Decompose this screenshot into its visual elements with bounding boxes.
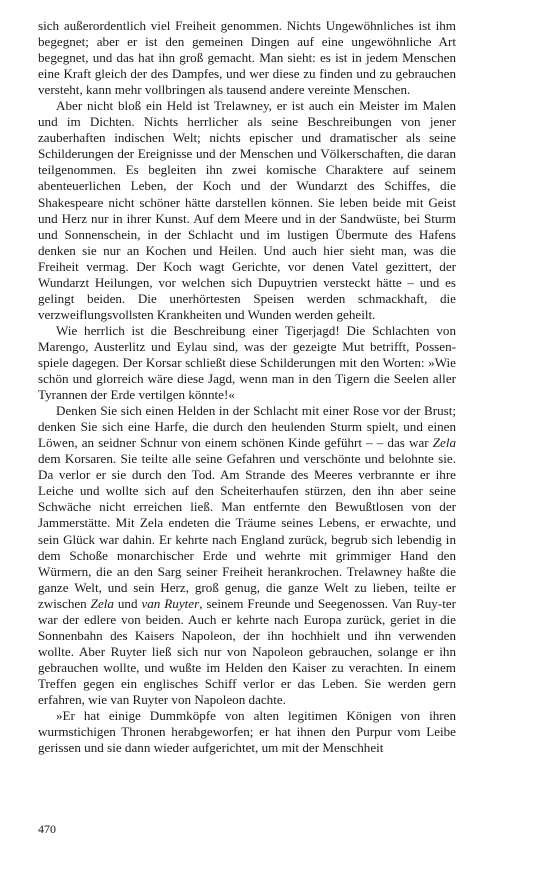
italic-name: Zela: [90, 595, 114, 611]
text-run: und: [113, 595, 142, 611]
text-run: Wie herrlich ist die Beschreibung einer Tigerjagd! Die Schlachten von Marengo, Austerlitz und Eylau sind, was der gezeigte Mut betrifft, Possenspiele dagegen. Der Korsar schließt diese Schilderungen mit den Worten: »Wie schön und glorreich wäre diese Jagd, wenn man in den Tigern die Seelen aller Tyrannen der Erde vertilgen könnte!«: [38, 322, 456, 403]
book-page-text: [38, 18, 456, 756]
paragraph: [38, 18, 456, 98]
text-run: Denken Sie sich einen Helden in der Schlacht mit einer Rose vor der Brust; denken Sie sich eine Harfe, die durch den heulenden Sturm spielt, und einen Löwen, an seidner Schnur von einem schönen Kinde geführt – – das war: [38, 403, 456, 451]
paragraph: [38, 708, 456, 756]
page-number: 470: [38, 822, 56, 836]
text-run: »Er hat einige Dummköpfe von alten legitimen Königen von ihren wurmstichigen Thronen herabgeworfen; er hat ihnen den Purpur vom Leibe gerissen und sie dann wieder aufgerichtet, um mit der Menschheit: [38, 708, 456, 756]
text-run: Aber nicht bloß ein Held ist Trelawney, er ist auch ein Meister im Malen und im Dichten. Nichts herrlicher als seine Beschreibungen von jener zauberhaften indischen Welt; nichts epischer und dramatischer als seine Schilderungen der Ereignisse und der Menschen und Völkerschaften, die daran teilgenommen. Es begleiten ihn zwei komische Charaktere auf seinem abenteuerlichen Leben, der Koch und der Wundarzt des Schiffes, die Shakespeare nicht schöner hätte darstellen können. Sie leben beide mit Geist und Herz nur in ihrer Kunst. Auf dem Meere und in der Sandwüste, bei Sturm und Sonnenschein, in der Schlacht und im lustigen Übermute des Hafens denken sie nur an Kochen und Heilen. Und auch hier sieht man, was die Freiheit vermag. Der Koch wagt Gerichte, vor denen Vatel gezittert, der Wundarzt Heilungen, vor welchen sich Dupuytrien versteckt hätte – und es gelingt beiden. Die unerhörtesten Speisen werden schmackhaft, die verzweiflungsvollsten Krankheiten und Wunden werden geheilt.: [38, 98, 456, 322]
paragraph: [38, 323, 456, 403]
text-run: dem Korsaren. Sie teilte alle seine Gefahren und verschönte und belohnte sie. Da verlor er sie durch den Tod. Am Strande des Meeres verbrannte er ihre Leiche und wollte sich auf den Scheiterhaufen stürzen, den ihn aber seine Schwäche nicht erreichen ließ. Man entfernte den Bewußtlosen von der Jammerstätte. Mit Zela endeten die Träume seines Lebens, er erwachte, und sein Glück war dahin. Er kehrte nach England zurück, begrub sich lebendig in dem Schoße monarchischer Erde und wehrte mit grimmiger Hand den Würmern, die an den Sarg seiner Freiheit herankrochen. Trelawney haßte die ganze Welt, und sein Herz, groß genug, die ganze Welt zu lieben, teilte er zwischen: [38, 451, 456, 611]
italic-name: Zela: [432, 435, 456, 451]
paragraph: [38, 403, 456, 708]
text-run: sich außerordentlich viel Freiheit genommen. Nichts Ungewöhnliches ist ihm begegnet; aber er ist den gemeinen Dingen auf eine ungewöhnliche Art begegnet, und das hat ihn groß gemacht. Man sieht: es ist in jedem Menschen eine Kraft gleich der des Dampfes, und wer diese zu finden und zu gebrauchen versteht, kann mehr vollbringen als tausend andere vereinte Menschen.: [38, 18, 456, 98]
paragraph: [38, 98, 456, 323]
italic-name: van Ruyter: [141, 595, 200, 611]
text-run: , seinem Freunde und Seegenossen. Van Ruy-ter war der edlere von beiden. Auch er kehrte nach Europa zurück, geriet in die Sonnenbahn des Kaisers Napoleon, der ihn hochhielt und ihn verwenden wollte. Aber Ruyter ließ sich nur von Napoleon gebrauchen, solange er ihn gebrauchen wollte, und wußte im Helden den Kaiser zu verachten. In einem Treffen gegen ein englisches Schiff verlor er das Leben. Sie werden gern erfahren, wie van Ruyter von Napoleon dachte.: [38, 595, 457, 707]
